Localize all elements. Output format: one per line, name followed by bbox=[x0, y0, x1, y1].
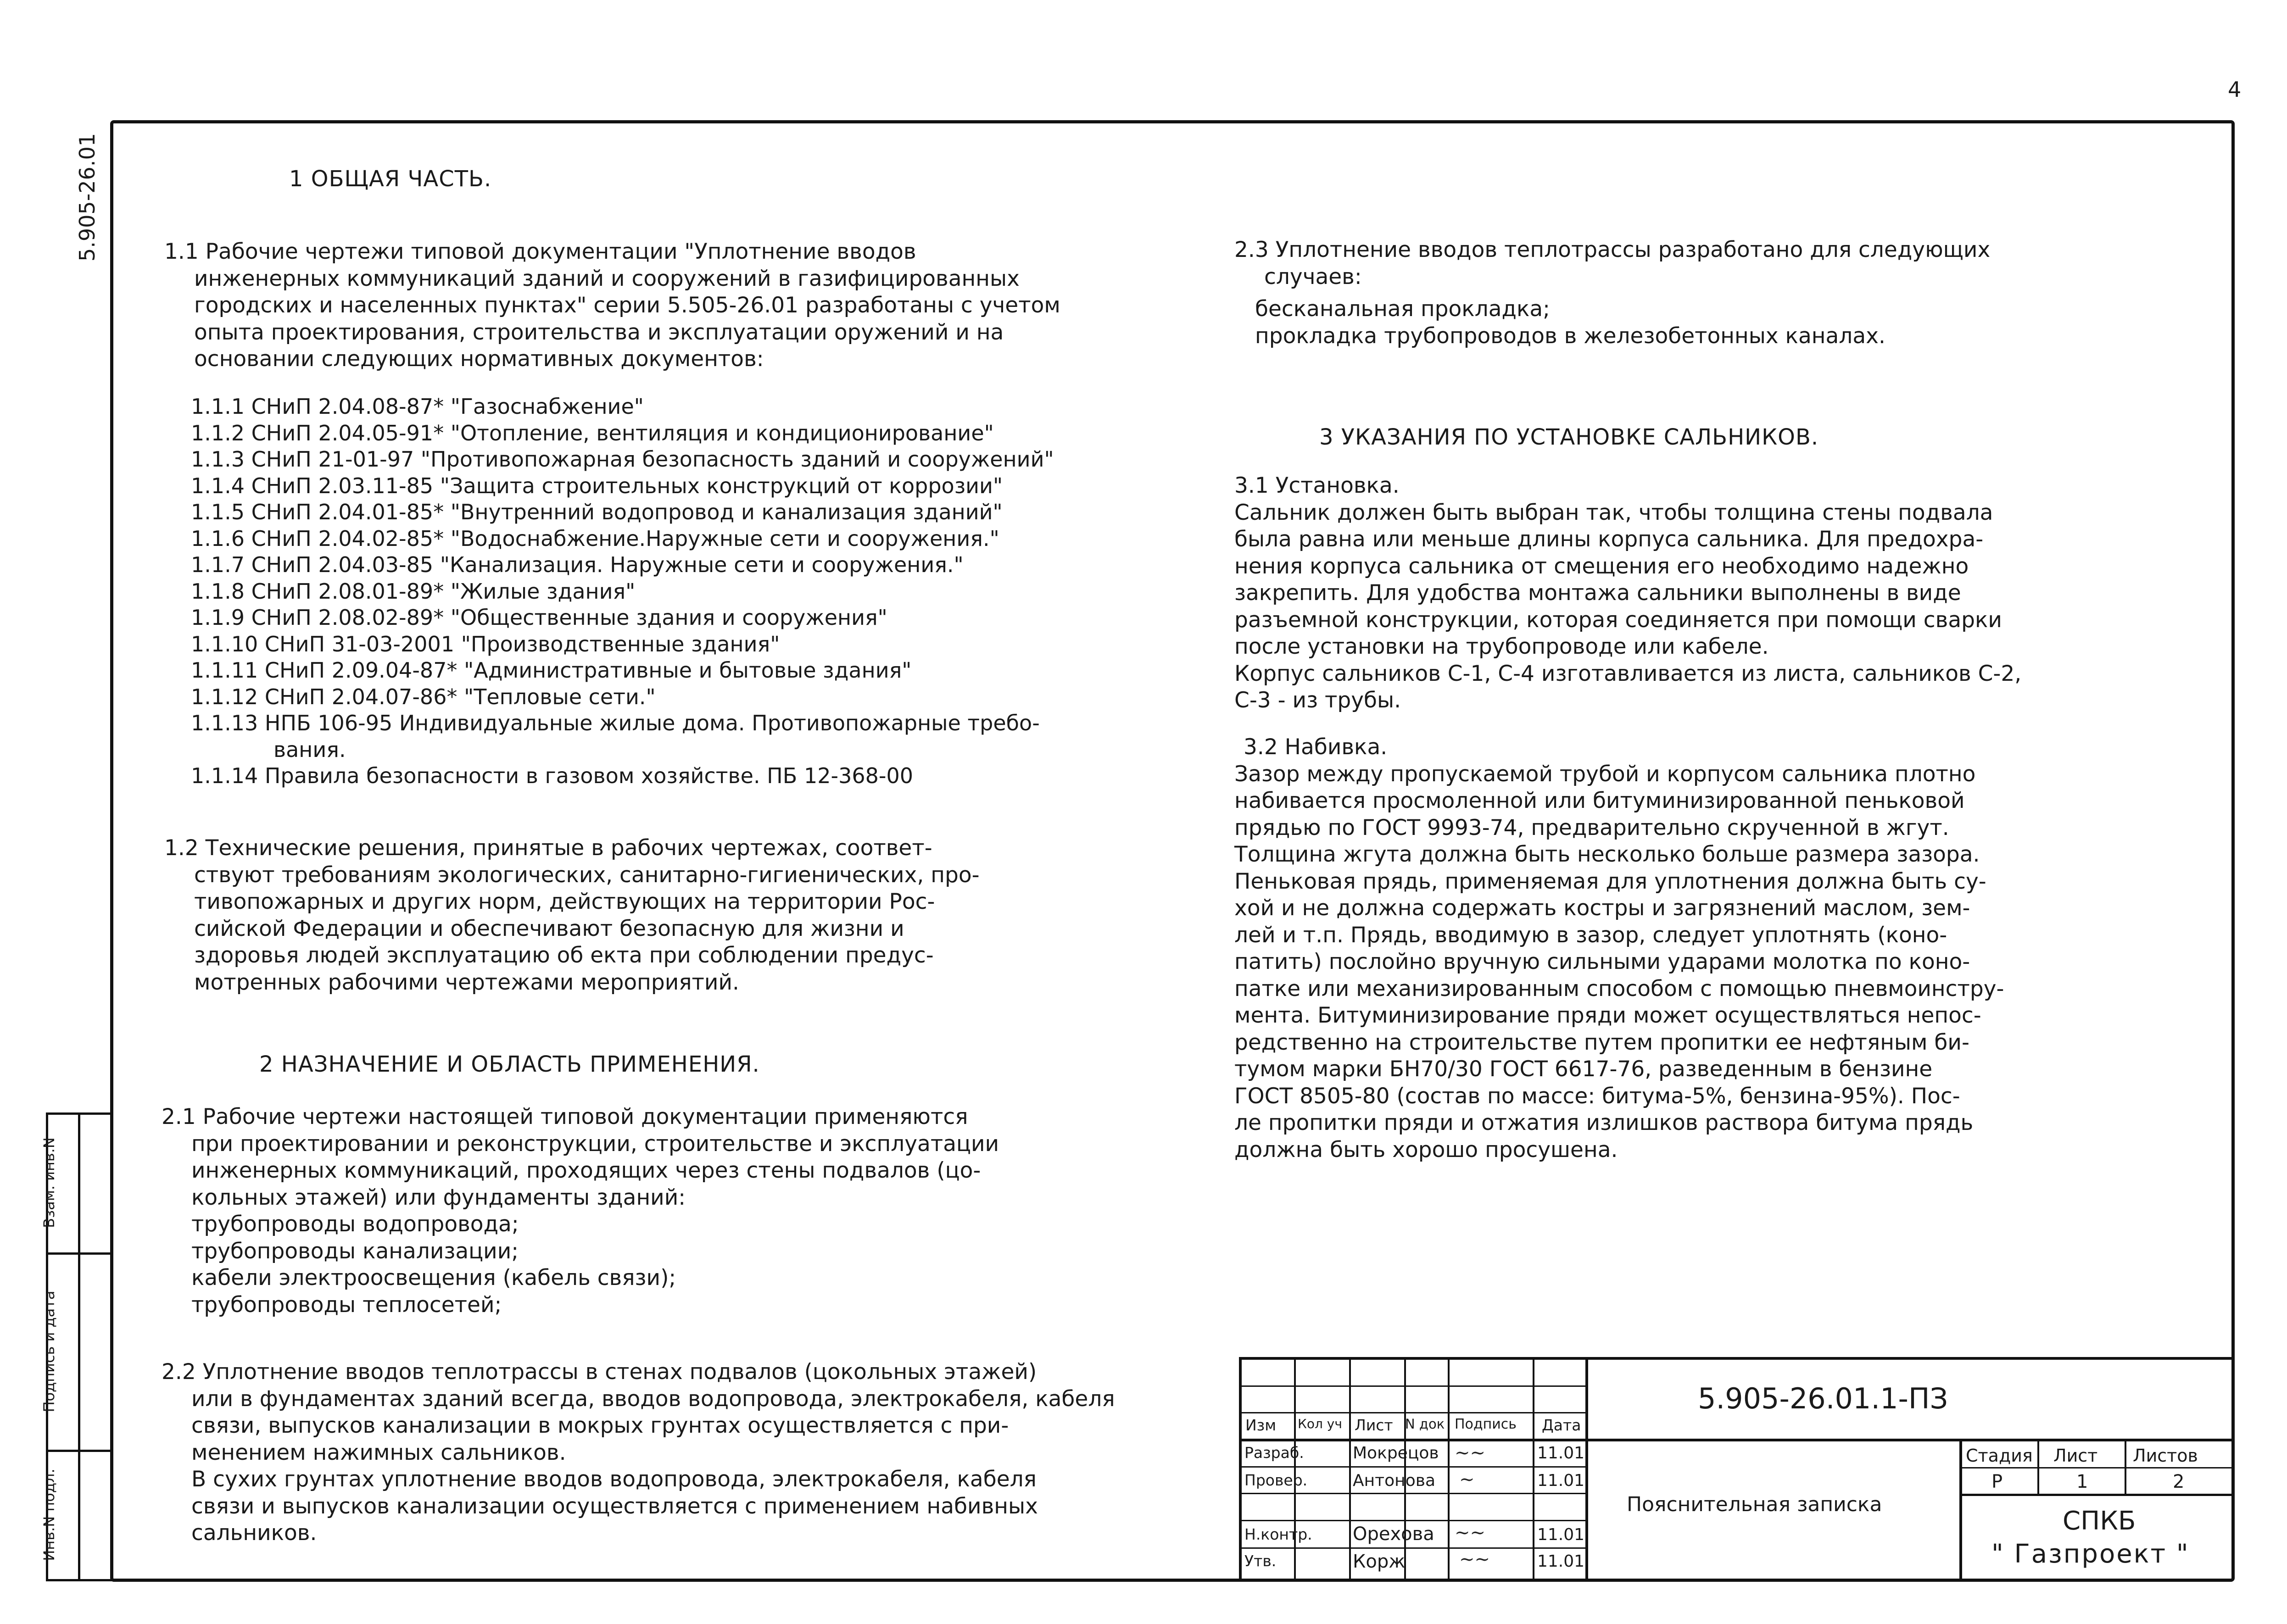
text-line: Корпус сальников С-1, С-4 изготавливается из листа, сальников С-2, bbox=[1234, 661, 2022, 686]
text-line: инженерных коммуникаций зданий и сооружений в газифицированных bbox=[194, 266, 1020, 291]
tb-col-izm: Изм bbox=[1245, 1416, 1277, 1434]
list-item: 1.1.7 СНиП 2.04.03-85 "Канализация. Наружные сети и сооружения." bbox=[191, 552, 964, 577]
tb-date-prover: 11.01 bbox=[1537, 1471, 1585, 1490]
text-line: после установки на трубопроводе или кабеле. bbox=[1234, 634, 1769, 659]
section-2-title: 2 НАЗНАЧЕНИЕ И ОБЛАСТЬ ПРИМЕНЕНИЯ. bbox=[259, 1051, 760, 1077]
text-line: С-3 - из трубы. bbox=[1234, 688, 1401, 713]
text-line: кольных этажей) или фундаменты зданий: bbox=[191, 1185, 686, 1210]
tb-date-razrab: 11.01 bbox=[1537, 1444, 1585, 1463]
text-line: Зазор между пропускаемой трубой и корпусом сальника плотно bbox=[1234, 761, 1976, 787]
tb-role-nkontr: Н.контр. bbox=[1244, 1525, 1312, 1543]
page-number: 4 bbox=[2228, 77, 2242, 102]
section-3-title: 3 УКАЗАНИЯ ПО УСТАНОВКЕ САЛЬНИКОВ. bbox=[1319, 424, 1819, 450]
text-line: трубопроводы водопровода; bbox=[191, 1212, 519, 1237]
tb-grid-line bbox=[1959, 1440, 1962, 1582]
tb-grid-line bbox=[1959, 1467, 2235, 1468]
paragraph-2-1 bbox=[162, 1104, 999, 1318]
tb-stage-value: Р bbox=[1991, 1471, 2003, 1492]
text-line: бесканальная прокладка; bbox=[1255, 296, 1551, 322]
tb-col-data: Дата bbox=[1542, 1416, 1581, 1434]
text-line: 1.1 Рабочие чертежи типовой документации "Уплотнение вводов bbox=[164, 239, 916, 264]
paragraph-3-2 bbox=[1234, 734, 2004, 1163]
tb-col-list: Лист bbox=[1355, 1416, 1393, 1434]
text-line: здоровья людей эксплуатацию об екта при соблюдении предус- bbox=[194, 943, 934, 968]
text-line: прядью по ГОСТ 9993-74, предварительно скрученной в жгут. bbox=[1234, 815, 1949, 840]
text-line: патке или механизированным способом с помощью пневмоинстру- bbox=[1234, 976, 2004, 1001]
signature-utv: ~~ bbox=[1459, 1549, 1490, 1570]
sheet-code-vertical: 5.905-26.01 bbox=[75, 133, 100, 261]
text-line: связи и выпусков канализации осуществляется с применением набивных bbox=[191, 1493, 1038, 1519]
tb-name-prover: Антонова bbox=[1353, 1471, 1435, 1490]
text-line: трубопроводы теплосетей; bbox=[191, 1292, 502, 1318]
list-item: 1.1.12 СНиП 2.04.07-86* "Тепловые сети." bbox=[191, 684, 656, 709]
tb-role-utv: Утв. bbox=[1244, 1552, 1277, 1570]
side-stamp-sep1 bbox=[46, 1252, 113, 1255]
text-line: городских и населенных пунктах" серии 5.505-26.01 разработаны с учетом bbox=[194, 293, 1060, 318]
list-item: 1.1.2 СНиП 2.04.05-91* "Отопление, вентиляция и кондиционирование" bbox=[191, 420, 994, 445]
side-label-inv: Инв.N подл. bbox=[40, 1468, 58, 1561]
list-item: 1.1.6 СНиП 2.04.02-85* "Водоснабжение.Наружные сети и сооружения." bbox=[191, 526, 999, 551]
side-label-vzam: Взам. инв.N bbox=[40, 1137, 58, 1228]
section-1-title: 1 ОБЩАЯ ЧАСТЬ. bbox=[289, 166, 492, 192]
text-line: лей и т.п. Прядь, вводимую в зазор, следует уплотнять (коно- bbox=[1234, 922, 1947, 948]
document-code: 5.905-26.01.1-ПЗ bbox=[1698, 1382, 1948, 1415]
list-item: вания. bbox=[273, 737, 346, 762]
tb-sheets-value: 2 bbox=[2173, 1471, 2185, 1492]
text-line: 3.1 Установка. bbox=[1234, 473, 1400, 498]
tb-grid-line bbox=[1239, 1466, 1587, 1468]
list-item: 1.1.9 СНиП 2.08.02-89* "Общественные здания и сооружения" bbox=[191, 605, 887, 630]
side-stamp-sep2 bbox=[46, 1450, 113, 1452]
text-line: тумом марки БН70/30 ГОСТ 6617-76, разведенным в бензине bbox=[1234, 1057, 1933, 1082]
text-line: закрепить. Для удобства монтажа сальники выполнены в виде bbox=[1234, 580, 1961, 606]
document-name: Пояснительная записка bbox=[1627, 1493, 1882, 1516]
tb-date-utv: 11.01 bbox=[1537, 1552, 1585, 1571]
text-line: была равна или меньше длины корпуса сальника. Для предохра- bbox=[1234, 527, 1984, 552]
text-line: 1.2 Технические решения, принятые в рабочих чертежах, соответ- bbox=[164, 835, 932, 861]
paragraph-3-1 bbox=[1234, 473, 2021, 714]
text-line: 3.2 Набивка. bbox=[1244, 734, 1388, 760]
text-line: при проектировании и реконструкции, строительстве и эксплуатации bbox=[191, 1131, 999, 1157]
list-item: 1.1.13 НПБ 106-95 Индивидуальные жилые дома. Противопожарные требо- bbox=[191, 711, 1040, 735]
text-line: нения корпуса сальника от смещения его необходимо надежно bbox=[1234, 553, 1969, 579]
tb-grid-line bbox=[1239, 1439, 2235, 1441]
text-line: 2.1 Рабочие чертежи настоящей типовой документации применяются bbox=[162, 1104, 968, 1129]
paragraph-1-1 bbox=[164, 239, 1060, 373]
text-line: сийской Федерации и обеспечивают безопасную для жизни и bbox=[194, 916, 904, 941]
text-line: опыта проектирования, строительства и эксплуатации оружений и на bbox=[194, 319, 1004, 345]
text-line: ГОСТ 8505-80 (состав по массе: битума-5%, бензина-95%). Пос- bbox=[1234, 1083, 1960, 1109]
tb-name-utv: Корж bbox=[1353, 1551, 1406, 1572]
side-stamp-mid-line bbox=[78, 1112, 80, 1581]
text-line: патить) послойно вручную сильными ударами молотка по коно- bbox=[1234, 949, 1970, 974]
org-name-line2: " Газпроект " bbox=[1991, 1539, 2190, 1569]
signature-nkontr: ~~ bbox=[1455, 1522, 1486, 1543]
tb-grid-line bbox=[1959, 1494, 2235, 1496]
paragraph-2-2 bbox=[162, 1359, 1115, 1547]
text-line: мента. Битуминизирование пряди может осуществляться непос- bbox=[1234, 1003, 1981, 1028]
list-item: 1.1.14 Правила безопасности в газовом хозяйстве. ПБ 12-368-00 bbox=[191, 763, 914, 788]
tb-role-razrab: Разраб. bbox=[1244, 1444, 1304, 1462]
tb-grid-line bbox=[1239, 1547, 1587, 1549]
tb-col-kolvo: Кол уч bbox=[1298, 1416, 1342, 1431]
list-item: 1.1.5 СНиП 2.04.01-85* "Внутренний водопровод и канализация зданий" bbox=[191, 500, 1003, 524]
paragraph-1-2 bbox=[164, 835, 980, 996]
text-line: менением нажимных сальников. bbox=[191, 1440, 566, 1465]
text-line: набивается просмоленной или битуминизированной пеньковой bbox=[1234, 788, 1965, 813]
text-line: случаев: bbox=[1264, 264, 1362, 289]
text-line: 2.3 Уплотнение вводов теплотрассы разработано для следующих bbox=[1234, 237, 1991, 262]
list-item: 1.1.1 СНиП 2.04.08-87* "Газоснабжение" bbox=[191, 394, 644, 419]
text-line: ствуют требованиям экологических, санитарно-гигиенических, про- bbox=[194, 862, 980, 888]
side-label-podpis: Подпись и дата bbox=[40, 1290, 58, 1413]
text-line: Толщина жгута должна быть несколько больше размера зазора. bbox=[1234, 842, 1980, 867]
text-line: кабели электроосвещения (кабель связи); bbox=[191, 1265, 676, 1290]
paragraph-2-3 bbox=[1234, 237, 1990, 350]
tb-name-razrab: Мокрецов bbox=[1353, 1444, 1439, 1463]
text-line: основании следующих нормативных документов: bbox=[194, 346, 764, 372]
list-item: 1.1.3 СНиП 21-01-97 "Противопожарная безопасность зданий и сооружений" bbox=[191, 447, 1054, 472]
tb-sheets-header: Листов bbox=[2133, 1446, 2198, 1466]
text-line: редственно на строительстве путем пропитки ее нефтяным би- bbox=[1234, 1029, 1969, 1055]
list-item: 1.1.8 СНиП 2.08.01-89* "Жилые здания" bbox=[191, 578, 636, 604]
signature-razrab: ~~ bbox=[1455, 1442, 1486, 1463]
text-line: Сальник должен быть выбран так, чтобы толщина стены подвала bbox=[1234, 500, 1993, 525]
text-line: или в фундаментах зданий всегда, вводов водопровода, электрокабеля, кабеля bbox=[191, 1386, 1115, 1412]
text-line: разъемной конструкции, которая соединяется при помощи сварки bbox=[1234, 607, 2002, 633]
tb-sheet-value: 1 bbox=[2076, 1471, 2088, 1492]
tb-name-nkontr: Орехова bbox=[1353, 1524, 1434, 1545]
tb-grid-line bbox=[1239, 1412, 1587, 1413]
text-line: связи, выпусков канализации в мокрых грунтах осуществляется с при- bbox=[191, 1413, 1009, 1438]
signature-prover: ~ bbox=[1459, 1469, 1475, 1490]
text-line: В сухих грунтах уплотнение вводов водопровода, электрокабеля, кабеля bbox=[191, 1467, 1037, 1492]
tb-role-prover: Провер. bbox=[1244, 1471, 1308, 1489]
text-line: ле пропитки пряди и отжатия излишков раствора битума прядь bbox=[1234, 1110, 1974, 1135]
text-line: 2.2 Уплотнение вводов теплотрассы в стенах подвалов (цокольных этажей) bbox=[162, 1359, 1037, 1385]
text-line: хой и не должна содержать костры и загрязнений маслом, зем- bbox=[1234, 895, 1970, 921]
tb-grid-line bbox=[1239, 1385, 1587, 1387]
list-item: 1.1.11 СНиП 2.09.04-87* "Административные и бытовые здания" bbox=[191, 658, 912, 683]
text-line: тивопожарных и других норм, действующих на территории Рос- bbox=[194, 889, 935, 914]
text-line: Пеньковая прядь, применяемая для уплотнения должна быть су- bbox=[1234, 868, 1986, 894]
list-item: 1.1.10 СНиП 31-03-2001 "Производственные здания" bbox=[191, 631, 780, 656]
tb-col-podpis: Подпись bbox=[1455, 1416, 1517, 1432]
org-name-line1: СПКБ bbox=[2063, 1506, 2136, 1536]
tb-stage-header: Стадия bbox=[1966, 1446, 2033, 1466]
text-line: сальников. bbox=[191, 1520, 317, 1546]
text-line: инженерных коммуникаций, проходящих через стены подвалов (цо- bbox=[191, 1158, 981, 1183]
tb-sheet-header: Лист bbox=[2053, 1446, 2098, 1466]
text-line: мотренных рабочими чертежами мероприятий. bbox=[194, 969, 739, 995]
tb-grid-line bbox=[1239, 1520, 1587, 1521]
title-block bbox=[1239, 1357, 2235, 1582]
side-stamp-bottom bbox=[46, 1579, 113, 1581]
text-line: трубопроводы канализации; bbox=[191, 1238, 519, 1264]
list-item: 1.1.4 СНиП 2.03.11-85 "Защита строительных конструкций от коррозии" bbox=[191, 473, 1003, 498]
norms-list bbox=[191, 394, 1054, 790]
tb-grid-line bbox=[1239, 1493, 1587, 1494]
tb-col-ndok: N док bbox=[1405, 1416, 1445, 1432]
tb-top-line bbox=[1239, 1357, 2235, 1360]
tb-date-nkontr: 11.01 bbox=[1537, 1525, 1585, 1544]
text-line: должна быть хорошо просушена. bbox=[1234, 1137, 1618, 1162]
text-line: прокладка трубопроводов в железобетонных каналах. bbox=[1255, 323, 1885, 349]
